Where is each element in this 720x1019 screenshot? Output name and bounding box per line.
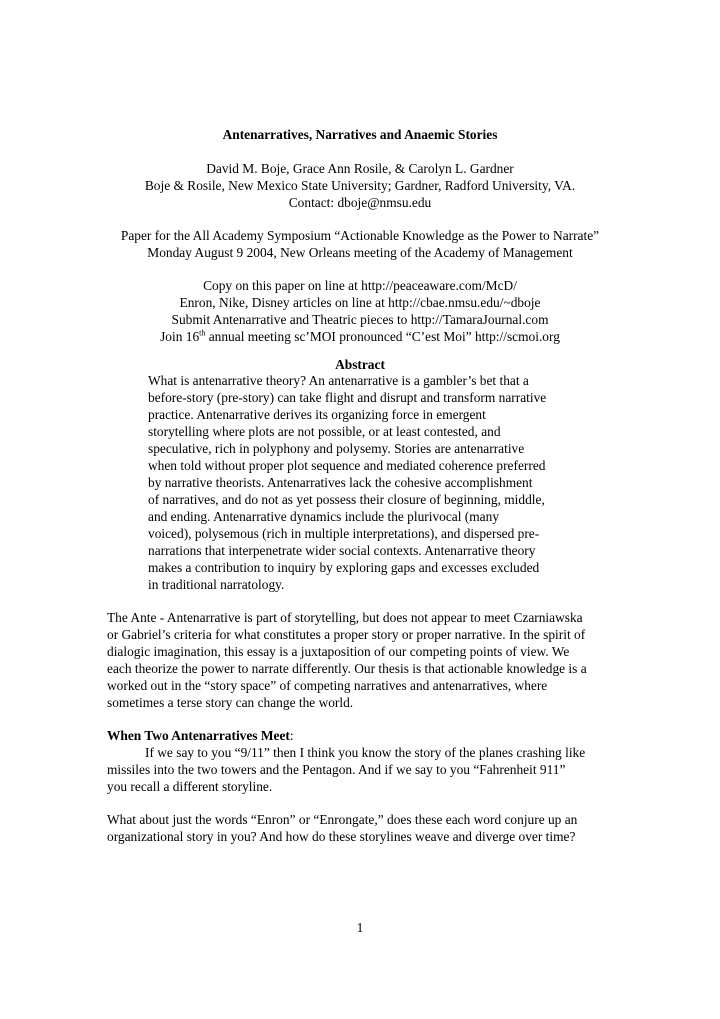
abstract-line: What is antenarrative theory? An antenarrative is a gambler’s bet that a: [148, 373, 529, 388]
abstract-line: when told without proper plot sequence and mediated coherence preferred: [148, 458, 546, 473]
paper-title: Antenarratives, Narratives and Anaemic Stories: [222, 127, 498, 142]
author-affiliations: Boje & Rosile, New Mexico State University; Gardner, Radford University, VA.: [144, 178, 576, 193]
abstract-line: in traditional narratology.: [148, 577, 285, 592]
link-line-4: [0, 329, 720, 345]
section-para1-line: you recall a different storyline.: [107, 779, 273, 794]
intro-line: dialogic imagination, this essay is a juxtaposition of our competing points of view. We: [107, 644, 570, 659]
page-number: 1: [356, 920, 364, 935]
link-line-3: Submit Antenarrative and Theatric pieces to http://TamaraJournal.com: [171, 312, 549, 327]
link-line-2: Enron, Nike, Disney articles on line at http://cbae.nmsu.edu/~dboje: [179, 295, 541, 310]
abstract-line: by narrative theorists. Antenarratives lack the cohesive accomplishment: [148, 475, 533, 490]
author-names: David M. Boje, Grace Ann Rosile, & Carolyn L. Gardner: [206, 161, 514, 176]
author-contact: Contact: dboje@nmsu.edu: [288, 195, 432, 210]
abstract-line: voiced), polysemous (rich in multiple interpretations), and dispersed pre-: [148, 526, 540, 541]
abstract-line: of narratives, and do not as yet possess their closure of beginning, middle,: [148, 492, 545, 507]
section-heading-text: When Two Antenarratives Meet: [107, 728, 290, 743]
section-para1-line: If we say to you “9/11” then I think you know the story of the planes crashing like: [145, 745, 586, 760]
abstract-line: before-story (pre-story) can take flight and disrupt and transform narrative: [148, 390, 547, 405]
section-heading: [107, 728, 294, 744]
section-heading-colon: :: [289, 728, 294, 743]
abstract-line: narrations that interpenetrate wider social contexts. Antenarrative theory: [148, 543, 536, 558]
intro-line: sometimes a terse story can change the world.: [107, 695, 354, 710]
intro-line: worked out in the “story space” of competing narratives and antenarratives, where: [107, 678, 548, 693]
abstract-line: and ending. Antenarrative dynamics include the plurivocal (many: [148, 509, 500, 524]
section-para2-line: organizational story in you? And how do these storylines weave and diverge over time?: [107, 829, 576, 844]
venue-line-2: Monday August 9 2004, New Orleans meeting of the Academy of Management: [147, 245, 573, 260]
abstract-line: storytelling where plots are not possible, or at least contested, and: [148, 424, 501, 439]
link-line-4-sup: th: [199, 328, 206, 338]
link-line-4-pre: Join 16: [160, 329, 200, 344]
venue-line-1: Paper for the All Academy Symposium “Actionable Knowledge as the Power to Narrate”: [120, 228, 600, 243]
section-para2-line: What about just the words “Enron” or “Enrongate,” does these each word conjure up an: [107, 812, 578, 827]
intro-line: each theorize the power to narrate differently. Our thesis is that actionable knowledge is a: [107, 661, 587, 676]
abstract-line: speculative, rich in polyphony and polysemy. Stories are antenarrative: [148, 441, 525, 456]
abstract-heading: Abstract: [335, 357, 385, 372]
section-para1-line: missiles into the two towers and the Pentagon. And if we say to you “Fahrenheit 911”: [107, 762, 566, 777]
abstract-line: makes a contribution to inquiry by exploring gaps and excesses excluded: [148, 560, 540, 575]
link-line-1: Copy on this paper on line at http://peaceaware.com/McD/: [203, 278, 517, 293]
intro-line: The Ante - Antenarrative is part of storytelling, but does not appear to meet Czarniawska: [107, 610, 583, 625]
intro-line: or Gabriel’s criteria for what constitutes a proper story or proper narrative. In the spirit of: [107, 627, 586, 642]
abstract-line: practice. Antenarrative derives its organizing force in emergent: [148, 407, 486, 422]
link-line-4-post: annual meeting sc’MOI pronounced “C’est Moi” http://scmoi.org: [205, 329, 560, 344]
